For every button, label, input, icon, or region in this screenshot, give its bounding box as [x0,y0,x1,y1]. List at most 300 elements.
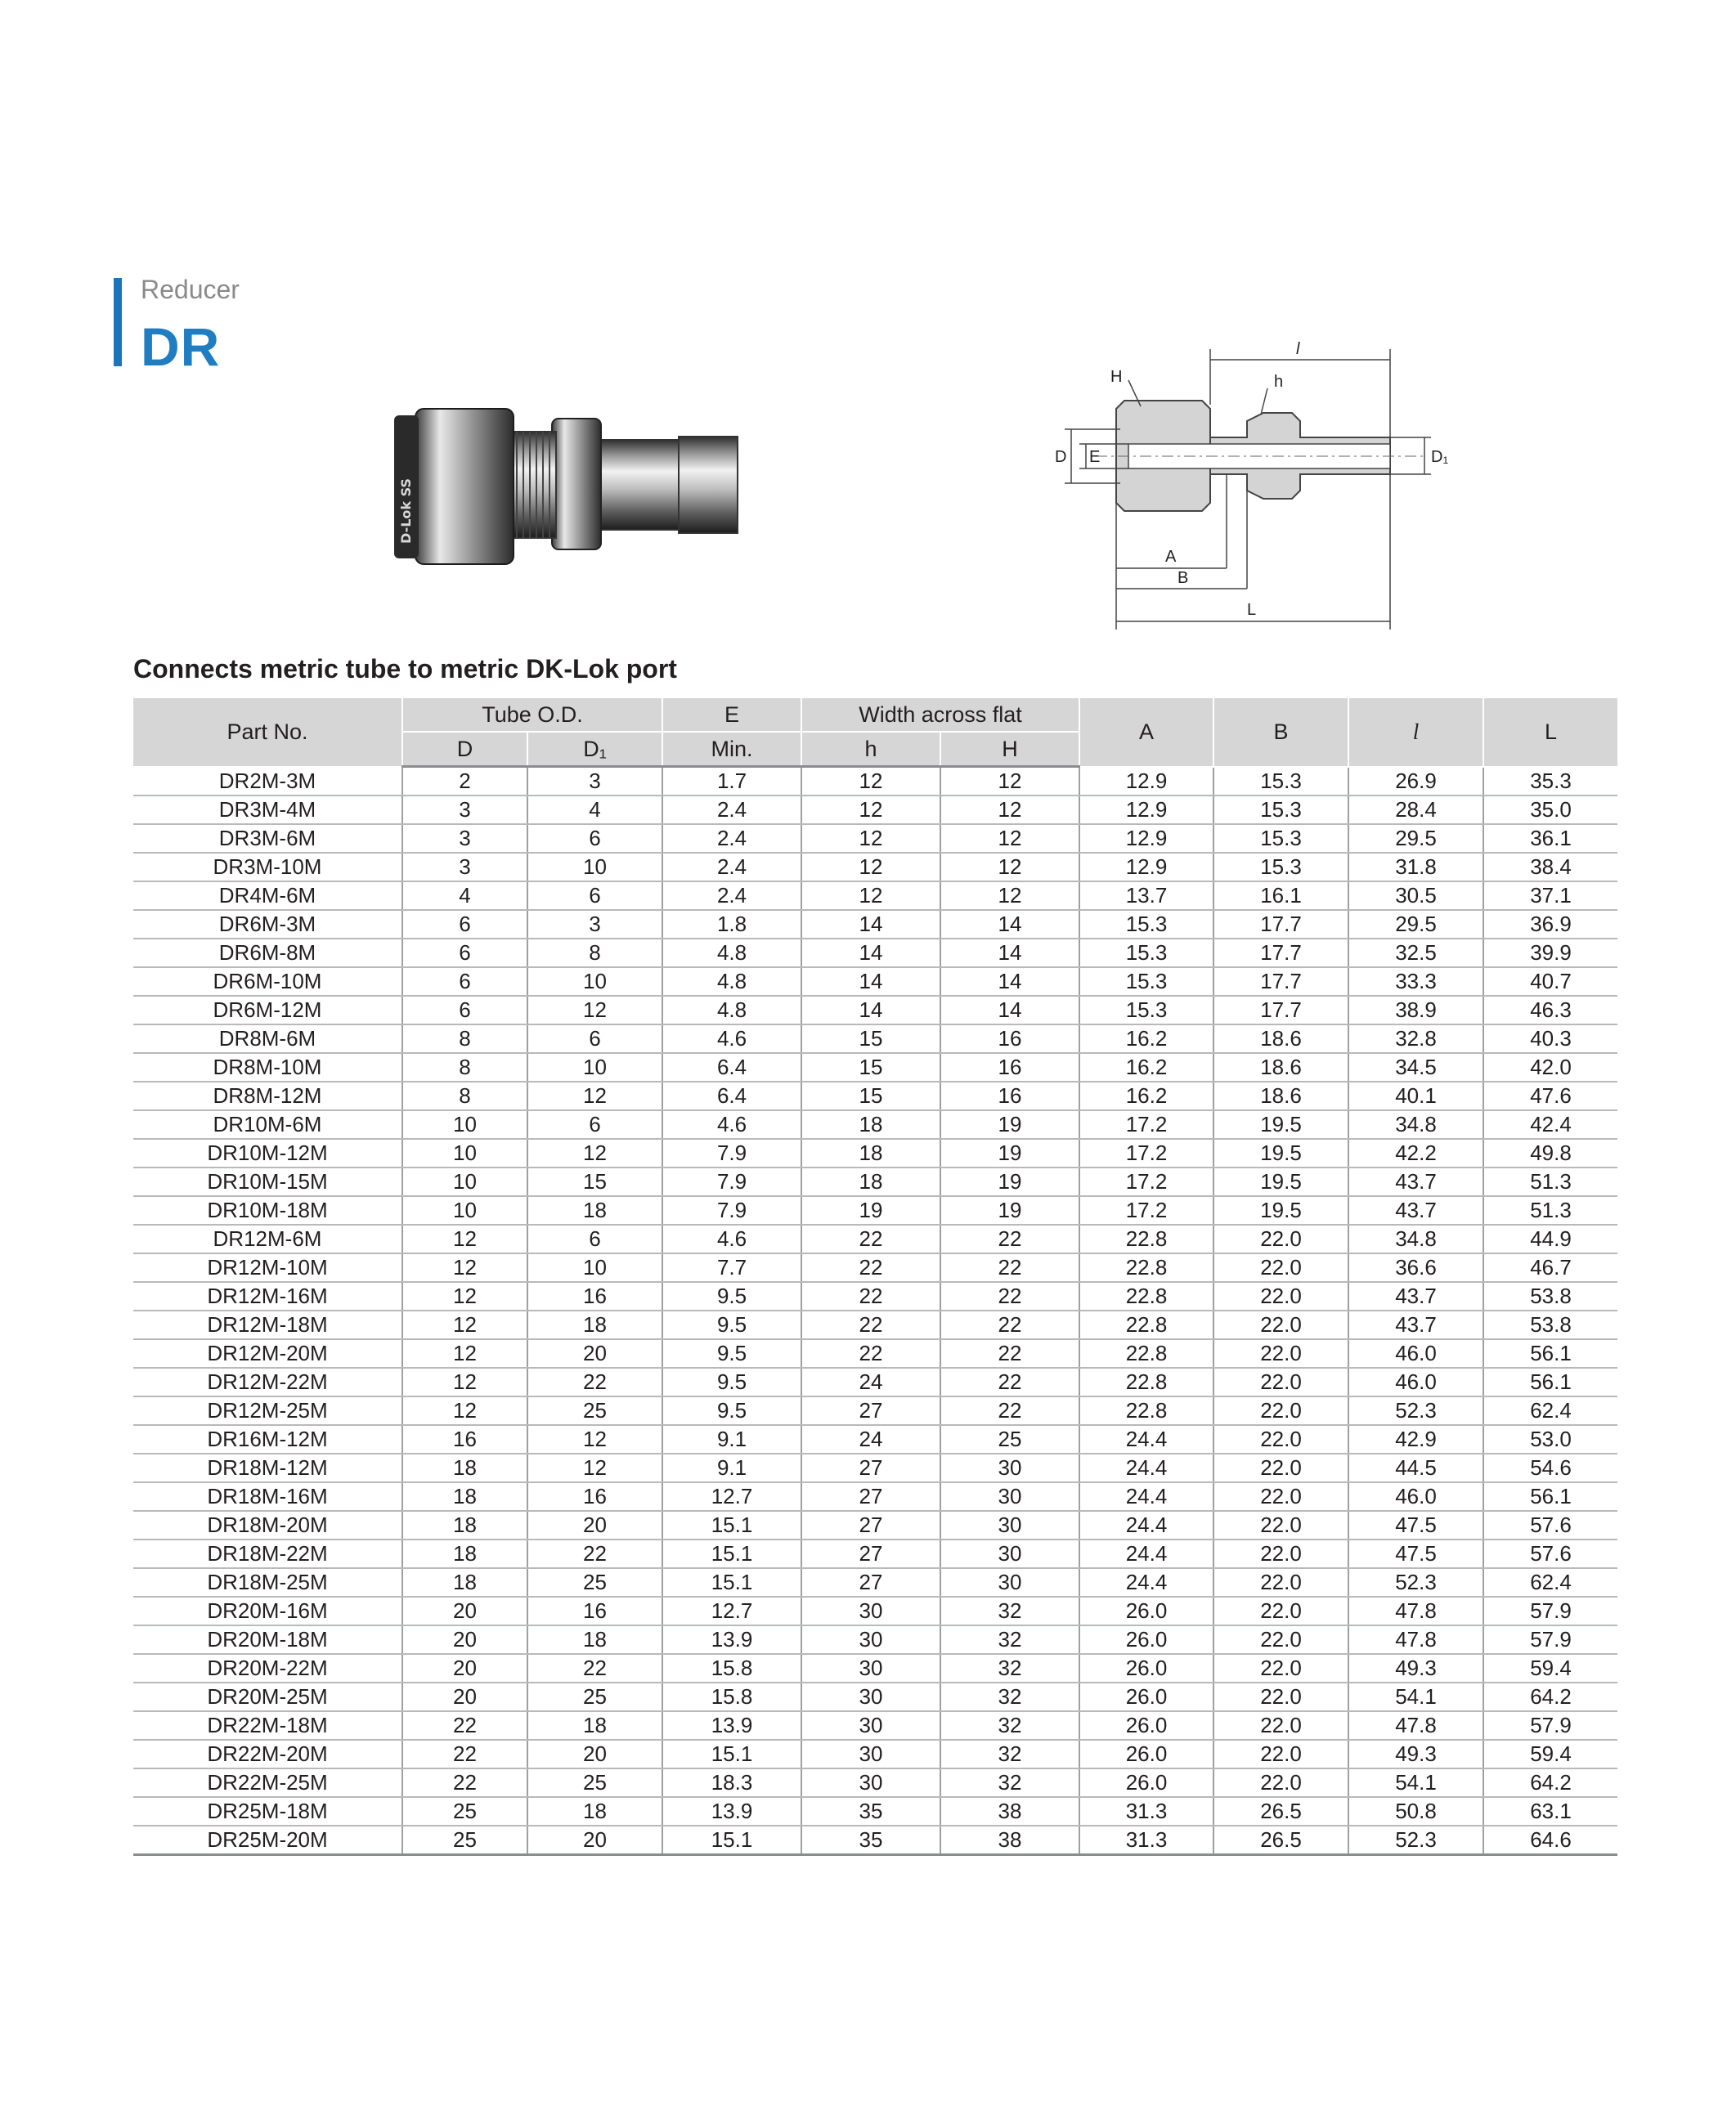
cell-a: 24.4 [1079,1482,1213,1511]
cell-part-no: DR10M-18M [133,1196,402,1225]
label-h: h [1274,373,1284,391]
cell-h: 22 [801,1339,940,1368]
table-row [133,853,1617,881]
cell-h: 12 [801,796,940,824]
cell-h: 22 [801,1311,940,1339]
cell-H: 30 [940,1568,1079,1597]
table-row [133,1511,1617,1540]
cell-b: 18.6 [1213,1053,1348,1082]
cell-part-no: DR18M-22M [133,1540,402,1568]
cell-part-no: DR20M-25M [133,1683,402,1711]
cell-l: 52.3 [1348,1826,1483,1855]
cell-H: 12 [940,796,1079,824]
dimension-drawing [1047,339,1472,642]
cell-L: 64.2 [1483,1768,1617,1797]
cell-h: 12 [801,881,940,910]
cell-part-no: DR6M-10M [133,967,402,996]
cell-l: 47.5 [1348,1540,1483,1568]
table-row [133,1797,1617,1826]
header-part-no: Part No. [133,698,402,767]
cell-b: 17.7 [1213,967,1348,996]
table-row [133,910,1617,939]
cell-d: 18 [402,1511,527,1540]
table-row [133,967,1617,996]
cell-L: 62.4 [1483,1396,1617,1425]
cell-part-no: DR12M-22M [133,1368,402,1396]
cell-e-min: 7.9 [662,1196,801,1225]
cell-part-no: DR10M-6M [133,1110,402,1139]
cell-e-min: 2.4 [662,881,801,910]
cell-L: 63.1 [1483,1797,1617,1826]
table-row [133,1768,1617,1797]
product-category: Reducer [141,275,240,304]
table-row [133,1826,1617,1855]
cell-e-min: 7.7 [662,1253,801,1282]
cell-l: 43.7 [1348,1168,1483,1196]
cell-H: 30 [940,1540,1079,1568]
cell-h: 12 [801,853,940,881]
cell-a: 26.0 [1079,1654,1213,1683]
cell-e-min: 9.5 [662,1282,801,1311]
cell-L: 42.4 [1483,1110,1617,1139]
cell-L: 54.6 [1483,1454,1617,1482]
cell-e-min: 15.1 [662,1511,801,1540]
cell-h: 30 [801,1740,940,1768]
cell-L: 56.1 [1483,1339,1617,1368]
cell-d: 25 [402,1826,527,1855]
cell-h: 18 [801,1110,940,1139]
cell-H: 12 [940,881,1079,910]
cell-b: 19.5 [1213,1196,1348,1225]
cell-d: 3 [402,796,527,824]
cell-d: 10 [402,1139,527,1168]
cell-e-min: 9.5 [662,1339,801,1368]
cell-e-min: 4.8 [662,939,801,967]
cell-l: 38.9 [1348,996,1483,1024]
label-D: D [1055,448,1067,466]
header-b: B [1213,698,1348,767]
table-row [133,1482,1617,1511]
cell-H: 16 [940,1053,1079,1082]
label-L: L [1247,601,1257,619]
table-row [133,796,1617,824]
table-row [133,1311,1617,1339]
cell-d1: 22 [527,1540,662,1568]
header-e-min: Min. [662,732,801,767]
cell-H: 14 [940,967,1079,996]
cell-part-no: DR10M-12M [133,1139,402,1168]
cell-d: 12 [402,1339,527,1368]
label-l: l [1296,340,1300,358]
cell-L: 53.0 [1483,1425,1617,1454]
cell-b: 22.0 [1213,1368,1348,1396]
cell-h: 22 [801,1282,940,1311]
reducer-fitting-photo [384,401,744,576]
cell-a: 22.8 [1079,1396,1213,1425]
cell-a: 16.2 [1079,1082,1213,1110]
table-row [133,1339,1617,1368]
table-row [133,996,1617,1024]
cell-d: 8 [402,1053,527,1082]
cell-b: 22.0 [1213,1711,1348,1740]
cell-l: 29.5 [1348,824,1483,853]
cell-a: 22.8 [1079,1311,1213,1339]
cell-part-no: DR18M-20M [133,1511,402,1540]
cell-part-no: DR3M-4M [133,796,402,824]
cell-e-min: 7.9 [662,1168,801,1196]
cell-d: 8 [402,1082,527,1110]
cell-part-no: DR6M-12M [133,996,402,1024]
label-E: E [1089,448,1101,466]
cell-d: 20 [402,1597,527,1625]
cell-b: 22.0 [1213,1511,1348,1540]
cell-H: 22 [940,1396,1079,1425]
cell-H: 22 [940,1339,1079,1368]
cell-h: 19 [801,1196,940,1225]
cell-b: 15.3 [1213,824,1348,853]
cell-a: 22.8 [1079,1225,1213,1253]
cell-H: 22 [940,1225,1079,1253]
cell-H: 25 [940,1425,1079,1454]
table-row [133,1454,1617,1482]
cell-l: 49.3 [1348,1740,1483,1768]
cell-l: 42.9 [1348,1425,1483,1454]
cell-L: 51.3 [1483,1168,1617,1196]
cell-d1: 22 [527,1368,662,1396]
cell-a: 17.2 [1079,1168,1213,1196]
cell-h: 30 [801,1683,940,1711]
table-row [133,1024,1617,1053]
cell-d1: 25 [527,1568,662,1597]
cell-e-min: 4.8 [662,996,801,1024]
cell-d: 25 [402,1797,527,1826]
table-row [133,1654,1617,1683]
cell-d: 2 [402,767,527,796]
cell-h: 12 [801,824,940,853]
cell-d: 6 [402,910,527,939]
cell-part-no: DR16M-12M [133,1425,402,1454]
cell-h: 15 [801,1082,940,1110]
header-l-small: l [1348,698,1483,767]
cell-l: 36.6 [1348,1253,1483,1282]
cell-d: 20 [402,1683,527,1711]
cell-L: 35.0 [1483,796,1617,824]
cell-part-no: DR2M-3M [133,767,402,796]
cell-d: 6 [402,939,527,967]
cell-b: 17.7 [1213,996,1348,1024]
table-row [133,1082,1617,1110]
cell-L: 49.8 [1483,1139,1617,1168]
header-d1: D₁ [527,732,662,767]
cell-h: 12 [801,767,940,796]
cell-l: 44.5 [1348,1454,1483,1482]
cell-e-min: 13.9 [662,1625,801,1654]
cell-part-no: DR4M-6M [133,881,402,910]
cell-b: 22.0 [1213,1654,1348,1683]
cell-part-no: DR25M-18M [133,1797,402,1826]
cell-L: 62.4 [1483,1568,1617,1597]
table-row [133,767,1617,796]
cell-b: 22.0 [1213,1311,1348,1339]
cell-d1: 12 [527,1139,662,1168]
cell-d1: 12 [527,1082,662,1110]
cell-d: 18 [402,1454,527,1482]
cell-part-no: DR18M-16M [133,1482,402,1511]
cell-H: 19 [940,1139,1079,1168]
cell-h: 27 [801,1396,940,1425]
cell-a: 24.4 [1079,1511,1213,1540]
cell-part-no: DR20M-16M [133,1597,402,1625]
cell-d1: 25 [527,1683,662,1711]
header-l-big: L [1483,698,1617,767]
cell-h: 30 [801,1711,940,1740]
cell-a: 22.8 [1079,1368,1213,1396]
cell-d: 6 [402,967,527,996]
cell-l: 47.8 [1348,1711,1483,1740]
cell-d1: 20 [527,1339,662,1368]
cell-d: 16 [402,1425,527,1454]
table-row [133,1168,1617,1196]
cell-H: 19 [940,1168,1079,1196]
cell-d: 22 [402,1711,527,1740]
dimensions-table [133,698,1617,1856]
cell-a: 22.8 [1079,1282,1213,1311]
table-row [133,881,1617,910]
header-width-across-flat: Width across flat [801,698,1079,732]
cell-a: 26.0 [1079,1740,1213,1768]
cell-a: 26.0 [1079,1683,1213,1711]
cell-e-min: 12.7 [662,1482,801,1511]
cell-L: 59.4 [1483,1654,1617,1683]
cell-b: 22.0 [1213,1625,1348,1654]
cell-b: 19.5 [1213,1110,1348,1139]
cell-l: 29.5 [1348,910,1483,939]
cell-l: 32.5 [1348,939,1483,967]
cell-d1: 10 [527,1053,662,1082]
cell-b: 17.7 [1213,910,1348,939]
cell-h: 22 [801,1253,940,1282]
cell-b: 22.0 [1213,1482,1348,1511]
cell-a: 26.0 [1079,1625,1213,1654]
table-row [133,1139,1617,1168]
cell-L: 56.1 [1483,1368,1617,1396]
cell-h: 14 [801,996,940,1024]
cell-b: 22.0 [1213,1282,1348,1311]
cell-d: 18 [402,1540,527,1568]
cell-d1: 3 [527,767,662,796]
cell-l: 47.5 [1348,1511,1483,1540]
cell-d: 12 [402,1311,527,1339]
cell-L: 37.1 [1483,881,1617,910]
cell-e-min: 2.4 [662,796,801,824]
cell-L: 46.3 [1483,996,1617,1024]
cell-part-no: DR20M-18M [133,1625,402,1654]
cell-d: 8 [402,1024,527,1053]
cell-b: 22.0 [1213,1683,1348,1711]
cell-H: 30 [940,1482,1079,1511]
cell-d1: 8 [527,939,662,967]
cell-part-no: DR8M-10M [133,1053,402,1082]
header-tube-od: Tube O.D. [402,698,662,732]
cell-e-min: 6.4 [662,1082,801,1110]
cell-part-no: DR10M-15M [133,1168,402,1196]
cell-a: 12.9 [1079,767,1213,796]
cell-e-min: 9.5 [662,1396,801,1425]
cell-L: 56.1 [1483,1482,1617,1511]
cell-h: 30 [801,1654,940,1683]
cell-h: 35 [801,1797,940,1826]
cell-e-min: 13.9 [662,1711,801,1740]
body-hex [552,419,601,549]
cell-a: 24.4 [1079,1540,1213,1568]
cell-d1: 15 [527,1168,662,1196]
cell-H: 16 [940,1024,1079,1053]
cell-e-min: 4.6 [662,1110,801,1139]
cell-b: 22.0 [1213,1768,1348,1797]
cell-l: 47.8 [1348,1597,1483,1625]
cell-H: 22 [940,1368,1079,1396]
cell-b: 18.6 [1213,1082,1348,1110]
cell-a: 24.4 [1079,1425,1213,1454]
cell-d: 22 [402,1768,527,1797]
cell-H: 32 [940,1740,1079,1768]
cell-h: 30 [801,1625,940,1654]
cell-H: 32 [940,1768,1079,1797]
cell-h: 35 [801,1826,940,1855]
cell-b: 22.0 [1213,1568,1348,1597]
cell-L: 40.3 [1483,1024,1617,1053]
cell-l: 46.0 [1348,1368,1483,1396]
cell-b: 18.6 [1213,1024,1348,1053]
cell-a: 15.3 [1079,996,1213,1024]
cell-part-no: DR8M-12M [133,1082,402,1110]
cell-L: 64.2 [1483,1683,1617,1711]
title-accent-bar [114,278,122,366]
cell-part-no: DR18M-12M [133,1454,402,1482]
cell-l: 47.8 [1348,1625,1483,1654]
cell-L: 57.6 [1483,1540,1617,1568]
cell-L: 42.0 [1483,1053,1617,1082]
cell-e-min: 9.5 [662,1368,801,1396]
cell-d1: 18 [527,1311,662,1339]
cell-e-min: 15.1 [662,1740,801,1768]
cell-L: 51.3 [1483,1196,1617,1225]
cell-e-min: 2.4 [662,853,801,881]
cell-l: 52.3 [1348,1396,1483,1425]
header-d: D [402,732,527,767]
cell-b: 22.0 [1213,1425,1348,1454]
nut-marking: D-Lok SS [398,478,414,544]
cell-d1: 4 [527,796,662,824]
cell-H: 22 [940,1282,1079,1311]
cell-b: 19.5 [1213,1139,1348,1168]
cell-e-min: 9.5 [662,1311,801,1339]
cell-part-no: DR3M-10M [133,853,402,881]
cell-H: 30 [940,1511,1079,1540]
cell-h: 14 [801,967,940,996]
cell-d1: 22 [527,1654,662,1683]
cell-l: 43.7 [1348,1282,1483,1311]
cell-h: 30 [801,1597,940,1625]
cell-h: 27 [801,1482,940,1511]
table-body [133,767,1617,1855]
cell-h: 24 [801,1368,940,1396]
cell-d1: 20 [527,1826,662,1855]
cell-part-no: DR18M-25M [133,1568,402,1597]
table-row [133,1110,1617,1139]
table-row [133,1425,1617,1454]
table-row [133,1396,1617,1425]
cell-L: 35.3 [1483,767,1617,796]
header-e: E [662,698,801,732]
cell-h: 30 [801,1768,940,1797]
cell-H: 12 [940,853,1079,881]
cell-l: 32.8 [1348,1024,1483,1053]
cell-b: 15.3 [1213,796,1348,824]
table-caption: Connects metric tube to metric DK-Lok port [133,654,677,684]
cell-h: 18 [801,1139,940,1168]
cell-a: 24.4 [1079,1568,1213,1597]
cell-l: 54.1 [1348,1768,1483,1797]
cell-part-no: DR25M-20M [133,1826,402,1855]
cell-h: 24 [801,1425,940,1454]
label-A: A [1165,548,1177,566]
table-row [133,1253,1617,1282]
cell-d: 20 [402,1625,527,1654]
cell-L: 38.4 [1483,853,1617,881]
cell-H: 12 [940,767,1079,796]
table-row [133,824,1617,853]
cell-L: 40.7 [1483,967,1617,996]
cell-b: 15.3 [1213,767,1348,796]
cell-b: 22.0 [1213,1225,1348,1253]
table-row [133,1053,1617,1082]
cell-d1: 18 [527,1711,662,1740]
cell-H: 12 [940,824,1079,853]
cell-a: 13.7 [1079,881,1213,910]
cell-L: 39.9 [1483,939,1617,967]
thread-section [511,432,556,538]
cell-b: 26.5 [1213,1797,1348,1826]
cell-L: 57.6 [1483,1511,1617,1540]
cell-l: 46.0 [1348,1339,1483,1368]
cell-d: 12 [402,1253,527,1282]
cell-l: 54.1 [1348,1683,1483,1711]
cell-part-no: DR12M-18M [133,1311,402,1339]
cell-part-no: DR6M-3M [133,910,402,939]
cell-h: 22 [801,1225,940,1253]
cell-b: 17.7 [1213,939,1348,967]
cell-d1: 3 [527,910,662,939]
cell-l: 43.7 [1348,1311,1483,1339]
cell-a: 16.2 [1079,1024,1213,1053]
cell-e-min: 9.1 [662,1425,801,1454]
cell-a: 17.2 [1079,1139,1213,1168]
cell-d1: 18 [527,1196,662,1225]
cell-b: 19.5 [1213,1168,1348,1196]
cell-L: 57.9 [1483,1597,1617,1625]
cell-l: 42.2 [1348,1139,1483,1168]
cell-h: 18 [801,1168,940,1196]
table-row [133,1683,1617,1711]
cell-b: 16.1 [1213,881,1348,910]
cell-h: 15 [801,1053,940,1082]
cell-H: 32 [940,1625,1079,1654]
cell-h: 27 [801,1568,940,1597]
cell-d1: 6 [527,1024,662,1053]
table-row [133,1368,1617,1396]
cell-H: 38 [940,1826,1079,1855]
